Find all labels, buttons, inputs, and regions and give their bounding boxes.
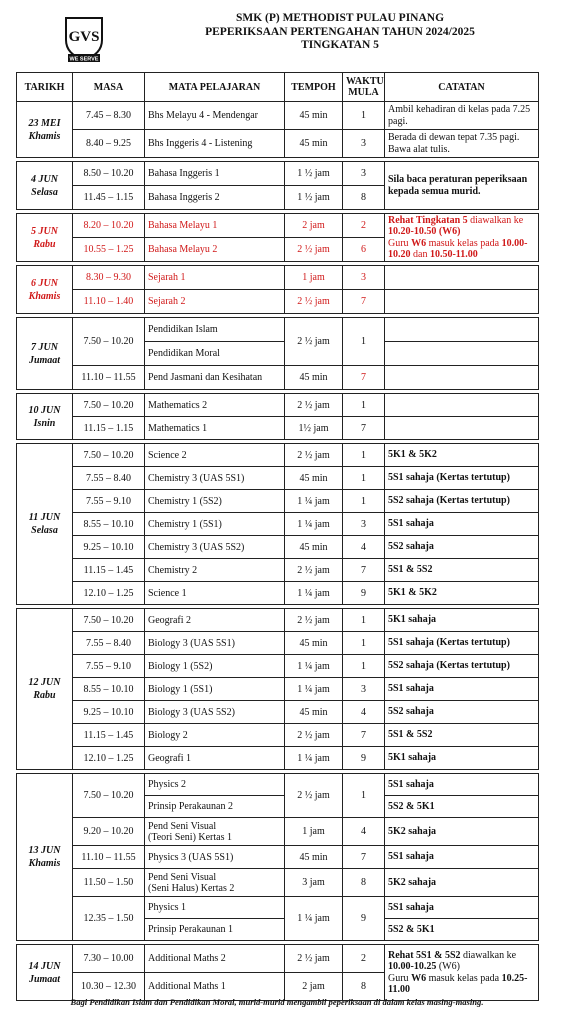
subject-cell: Science 1 xyxy=(145,582,285,605)
waktu-cell: 4 xyxy=(343,536,385,559)
date-cell: 10 JUN Isnin xyxy=(17,394,73,440)
masa-cell: 11.10 – 11.55 xyxy=(73,366,145,390)
tempoh-cell: 2 ½ jam xyxy=(285,609,343,632)
masa-cell: 8.30 – 9.30 xyxy=(73,266,145,290)
subject-cell: Chemistry 3 (UAS 5S2) xyxy=(145,536,285,559)
tempoh-cell: 45 min xyxy=(285,701,343,724)
waktu-cell: 4 xyxy=(343,701,385,724)
waktu-cell: 1 xyxy=(343,444,385,467)
subject-cell: Biology 1 (5S2) xyxy=(145,655,285,678)
subject-cell: Chemistry 1 (5S1) xyxy=(145,513,285,536)
tempoh-cell: 1 jam xyxy=(285,266,343,290)
subject-cell: Sejarah 1 xyxy=(145,266,285,290)
masa-cell: 7.55 – 8.40 xyxy=(73,632,145,655)
masa-cell: 11.45 – 1.15 xyxy=(73,186,145,210)
subject-cell: Prinsip Perakaunan 2 xyxy=(145,796,285,818)
exam-title: PEPERIKSAAN PERTENGAHAN TAHUN 2024/2025 xyxy=(205,25,475,38)
date-cell: 5 JUN Rabu xyxy=(17,214,73,262)
note-cell: 5S1 sahaja xyxy=(385,774,539,796)
subject-cell: Pend Seni Visual (Seni Halus) Kertas 2 xyxy=(145,869,285,897)
subject-cell: Bahasa Melayu 1 xyxy=(145,214,285,238)
subject-cell: Geografi 2 xyxy=(145,609,285,632)
waktu-cell: 1 xyxy=(343,467,385,490)
date-cell: 13 JUN Khamis xyxy=(17,774,73,941)
date-cell: 23 MEI Khamis xyxy=(17,102,73,158)
subject-cell: Pend Jasmani dan Kesihatan xyxy=(145,366,285,390)
subject-cell: Chemistry 3 (UAS 5S1) xyxy=(145,467,285,490)
note-cell xyxy=(385,394,539,417)
table-row xyxy=(17,945,539,973)
masa-cell: 9.25 – 10.10 xyxy=(73,701,145,724)
waktu-cell: 7 xyxy=(343,559,385,582)
school-name: SMK (P) METHODIST PULAU PINANG xyxy=(235,12,445,24)
waktu-cell: 8 xyxy=(343,186,385,210)
tempoh-cell: 2 ½ jam xyxy=(285,559,343,582)
masa-cell: 8.55 – 10.10 xyxy=(73,678,145,701)
note-cell: 5K2 sahaja xyxy=(385,869,539,897)
subject-cell: Pendidikan Moral xyxy=(145,342,285,366)
table-row xyxy=(17,318,539,342)
waktu-cell: 1 xyxy=(343,394,385,417)
waktu-cell: 1 xyxy=(343,774,385,818)
note-cell: 5K2 sahaja xyxy=(385,818,539,846)
date-cell: 7 JUN Jumaat xyxy=(17,318,73,390)
note-cell: Ambil kehadiran di kelas pada 7.25 pagi. xyxy=(385,102,539,130)
tempoh-cell: 1 ¼ jam xyxy=(285,490,343,513)
subject-cell: Bhs Inggeris 4 - Listening xyxy=(145,130,285,158)
masa-cell: 11.15 – 1.15 xyxy=(73,417,145,440)
masa-cell: 12.35 – 1.50 xyxy=(73,897,145,941)
subject-cell: Sejarah 2 xyxy=(145,290,285,314)
tempoh-cell: 45 min xyxy=(285,130,343,158)
note-cell: 5S1 sahaja (Kertas tertutup) xyxy=(385,467,539,490)
table-row xyxy=(17,701,539,724)
note-cell: 5S1 sahaja xyxy=(385,846,539,869)
date-cell: 12 JUN Rabu xyxy=(17,609,73,770)
note-cell: Sila baca peraturan peperiksaan kepada semua murid. xyxy=(385,162,539,210)
masa-cell: 8.50 – 10.20 xyxy=(73,162,145,186)
table-row xyxy=(17,366,539,390)
masa-cell: 9.20 – 10.20 xyxy=(73,818,145,846)
tempoh-cell: 1½ jam xyxy=(285,417,343,440)
waktu-cell: 1 xyxy=(343,490,385,513)
masa-cell: 8.20 – 10.20 xyxy=(73,214,145,238)
note-cell: 5K1 & 5K2 xyxy=(385,444,539,467)
table-row xyxy=(17,609,539,632)
tempoh-cell: 45 min xyxy=(285,846,343,869)
table-row xyxy=(17,394,539,417)
header xyxy=(0,0,562,70)
waktu-cell: 2 xyxy=(343,214,385,238)
subject-cell: Physics 2 xyxy=(145,774,285,796)
date-cell: 4 JUN Selasa xyxy=(17,162,73,210)
tempoh-cell: 45 min xyxy=(285,102,343,130)
table-row xyxy=(17,747,539,770)
subject-cell: Prinsip Perakaunan 1 xyxy=(145,919,285,941)
tempoh-cell: 1 jam xyxy=(285,818,343,846)
note-cell xyxy=(385,318,539,342)
tempoh-cell: 1 ¼ jam xyxy=(285,747,343,770)
tempoh-cell: 2 ½ jam xyxy=(285,394,343,417)
table-row xyxy=(17,559,539,582)
table-row xyxy=(17,774,539,796)
masa-cell: 7.30 – 10.00 xyxy=(73,945,145,973)
waktu-cell: 3 xyxy=(343,678,385,701)
tempoh-cell: 2 ½ jam xyxy=(285,774,343,818)
tempoh-cell: 2 ½ jam xyxy=(285,318,343,366)
note-cell: 5S1 sahaja xyxy=(385,897,539,919)
note-cell: 5S2 & 5K1 xyxy=(385,919,539,941)
waktu-cell: 3 xyxy=(343,266,385,290)
col-tempoh: TEMPOH xyxy=(285,73,343,102)
note-cell: 5K1 sahaja xyxy=(385,747,539,770)
note-cell: 5S1 & 5S2 xyxy=(385,559,539,582)
table-row xyxy=(17,214,539,238)
tempoh-cell: 2 ½ jam xyxy=(285,724,343,747)
waktu-cell: 9 xyxy=(343,582,385,605)
tempoh-cell: 1 ¼ jam xyxy=(285,582,343,605)
masa-cell: 11.10 – 11.55 xyxy=(73,846,145,869)
table-row xyxy=(17,102,539,130)
subject-cell: Bahasa Inggeris 2 xyxy=(145,186,285,210)
date-cell: 11 JUN Selasa xyxy=(17,444,73,605)
tempoh-cell: 2 ½ jam xyxy=(285,945,343,973)
masa-cell: 12.10 – 1.25 xyxy=(73,747,145,770)
tempoh-cell: 1 ½ jam xyxy=(285,162,343,186)
waktu-cell: 9 xyxy=(343,897,385,941)
col-waktu-mula: WAKTU MULA xyxy=(343,73,385,102)
note-cell: Berada di dewan tepat 7.35 pagi. Bawa alat tulis. xyxy=(385,130,539,158)
subject-cell: Additional Maths 2 xyxy=(145,945,285,973)
tempoh-cell: 2 ½ jam xyxy=(285,444,343,467)
table-row xyxy=(17,130,539,158)
masa-cell: 8.40 – 9.25 xyxy=(73,130,145,158)
subject-cell: Pendidikan Islam xyxy=(145,318,285,342)
col-catatan: CATATAN xyxy=(385,73,539,102)
col-masa: MASA xyxy=(73,73,145,102)
waktu-cell: 1 xyxy=(343,318,385,366)
waktu-cell: 8 xyxy=(343,869,385,897)
table-row xyxy=(17,417,539,440)
waktu-cell: 9 xyxy=(343,747,385,770)
table-row xyxy=(17,632,539,655)
school-logo xyxy=(60,14,108,64)
logo-motto: WE SERVE xyxy=(69,56,99,63)
tempoh-cell: 2 ½ jam xyxy=(285,290,343,314)
tempoh-cell: 1 ¼ jam xyxy=(285,897,343,941)
table-row xyxy=(17,582,539,605)
note-cell xyxy=(385,366,539,390)
masa-cell: 11.15 – 1.45 xyxy=(73,724,145,747)
note-cell: Rehat 5S1 & 5S2 diawalkan ke 10.00-10.25 (W6) Guru W6 masuk kelas pada 10.25-11.00 xyxy=(385,945,539,1001)
subject-cell: Geografi 1 xyxy=(145,747,285,770)
note-cell: 5S2 sahaja (Kertas tertutup) xyxy=(385,655,539,678)
note-cell xyxy=(385,417,539,440)
subject-cell: Biology 3 (UAS 5S1) xyxy=(145,632,285,655)
tempoh-cell: 1 ½ jam xyxy=(285,186,343,210)
form-title: TINGKATAN 5 xyxy=(301,39,379,51)
subject-cell: Physics 3 (UAS 5S1) xyxy=(145,846,285,869)
table-row xyxy=(17,290,539,314)
masa-cell: 7.55 – 9.10 xyxy=(73,655,145,678)
note-cell: 5S1 sahaja (Kertas tertutup) xyxy=(385,632,539,655)
masa-cell: 11.50 – 1.50 xyxy=(73,869,145,897)
waktu-cell: 7 xyxy=(343,366,385,390)
subject-cell: Physics 1 xyxy=(145,897,285,919)
subject-cell: Chemistry 2 xyxy=(145,559,285,582)
note-cell: 5S2 sahaja (Kertas tertutup) xyxy=(385,490,539,513)
masa-cell: 12.10 – 1.25 xyxy=(73,582,145,605)
table-row xyxy=(17,869,539,897)
logo-text: GVS xyxy=(68,29,100,45)
waktu-cell: 1 xyxy=(343,632,385,655)
masa-cell: 9.25 – 10.10 xyxy=(73,536,145,559)
tempoh-cell: 2 ½ jam xyxy=(285,238,343,262)
table-row xyxy=(17,266,539,290)
masa-cell: 8.55 – 10.10 xyxy=(73,513,145,536)
tempoh-cell: 2 jam xyxy=(285,973,343,1001)
tempoh-cell: 45 min xyxy=(285,536,343,559)
note-cell: 5S1 sahaja xyxy=(385,513,539,536)
waktu-cell: 2 xyxy=(343,945,385,973)
note-cell xyxy=(385,290,539,314)
waktu-cell: 7 xyxy=(343,290,385,314)
tempoh-cell: 2 jam xyxy=(285,214,343,238)
masa-cell: 7.55 – 8.40 xyxy=(73,467,145,490)
subject-cell: Mathematics 1 xyxy=(145,417,285,440)
table-row xyxy=(17,724,539,747)
masa-cell: 10.55 – 1.25 xyxy=(73,238,145,262)
waktu-cell: 3 xyxy=(343,162,385,186)
table-row xyxy=(17,162,539,186)
waktu-cell: 7 xyxy=(343,846,385,869)
tempoh-cell: 3 jam xyxy=(285,869,343,897)
waktu-cell: 3 xyxy=(343,130,385,158)
note-cell: 5K1 & 5K2 xyxy=(385,582,539,605)
masa-cell: 7.45 – 8.30 xyxy=(73,102,145,130)
note-cell: 5S2 sahaja xyxy=(385,536,539,559)
note-cell: 5S2 & 5K1 xyxy=(385,796,539,818)
note-cell: 5K1 sahaja xyxy=(385,609,539,632)
table-row xyxy=(17,467,539,490)
subject-cell: Biology 3 (UAS 5S2) xyxy=(145,701,285,724)
table-row xyxy=(17,846,539,869)
masa-cell: 7.50 – 10.20 xyxy=(73,609,145,632)
waktu-cell: 4 xyxy=(343,818,385,846)
tempoh-cell: 45 min xyxy=(285,467,343,490)
header-row xyxy=(17,73,539,102)
table-row xyxy=(17,490,539,513)
waktu-cell: 3 xyxy=(343,513,385,536)
masa-cell: 7.50 – 10.20 xyxy=(73,318,145,366)
subject-cell: Additional Maths 1 xyxy=(145,973,285,1001)
tempoh-cell: 45 min xyxy=(285,632,343,655)
subject-cell: Bhs Melayu 4 - Mendengar xyxy=(145,102,285,130)
note-cell: 5S1 sahaja xyxy=(385,678,539,701)
subject-cell: Mathematics 2 xyxy=(145,394,285,417)
table-row xyxy=(17,818,539,846)
masa-cell: 7.50 – 10.20 xyxy=(73,444,145,467)
masa-cell: 7.50 – 10.20 xyxy=(73,394,145,417)
waktu-cell: 6 xyxy=(343,238,385,262)
tempoh-cell: 1 ¼ jam xyxy=(285,513,343,536)
note-cell: Rehat Tingkatan 5 diawalkan ke 10.20-10.50 (W6) Guru W6 masuk kelas pada 10.00-10.20 dan 10.50-11.00 xyxy=(385,214,539,262)
exam-schedule-table xyxy=(16,72,539,1001)
table-row xyxy=(17,897,539,919)
col-tarikh: TARIKH xyxy=(17,73,73,102)
table-row xyxy=(17,513,539,536)
masa-cell: 11.15 – 1.45 xyxy=(73,559,145,582)
tempoh-cell: 1 ¼ jam xyxy=(285,655,343,678)
masa-cell: 7.55 – 9.10 xyxy=(73,490,145,513)
footer-note: Bagi Pendidikan Islam dan Pendidikan Moral, murid-murid mengambil peperiksaan di dalam kelas masing-masing. xyxy=(70,997,484,1007)
waktu-cell: 7 xyxy=(343,724,385,747)
masa-cell: 7.50 – 10.20 xyxy=(73,774,145,818)
waktu-cell: 1 xyxy=(343,102,385,130)
subject-cell: Bahasa Melayu 2 xyxy=(145,238,285,262)
subject-cell: Pend Seni Visual (Teori Seni) Kertas 1 xyxy=(145,818,285,846)
subject-cell: Bahasa Inggeris 1 xyxy=(145,162,285,186)
date-cell: 14 JUN Jumaat xyxy=(17,945,73,1001)
subject-cell: Science 2 xyxy=(145,444,285,467)
table-row xyxy=(17,678,539,701)
subject-cell: Chemistry 1 (5S2) xyxy=(145,490,285,513)
waktu-cell: 1 xyxy=(343,609,385,632)
date-cell: 6 JUN Khamis xyxy=(17,266,73,314)
title-block xyxy=(140,12,540,53)
note-cell: 5S2 sahaja xyxy=(385,701,539,724)
waktu-cell: 7 xyxy=(343,417,385,440)
waktu-cell: 1 xyxy=(343,655,385,678)
col-mata-pelajaran: MATA PELAJARAN xyxy=(145,73,285,102)
subject-cell: Biology 2 xyxy=(145,724,285,747)
table-row xyxy=(17,655,539,678)
note-cell xyxy=(385,266,539,290)
tempoh-cell: 1 ¼ jam xyxy=(285,678,343,701)
note-cell xyxy=(385,342,539,366)
masa-cell: 10.30 – 12.30 xyxy=(73,973,145,1001)
tempoh-cell: 45 min xyxy=(285,366,343,390)
masa-cell: 11.10 – 1.40 xyxy=(73,290,145,314)
table-row xyxy=(17,536,539,559)
subject-cell: Biology 1 (5S1) xyxy=(145,678,285,701)
table-row xyxy=(17,444,539,467)
note-cell: 5S1 & 5S2 xyxy=(385,724,539,747)
waktu-cell: 8 xyxy=(343,973,385,1001)
